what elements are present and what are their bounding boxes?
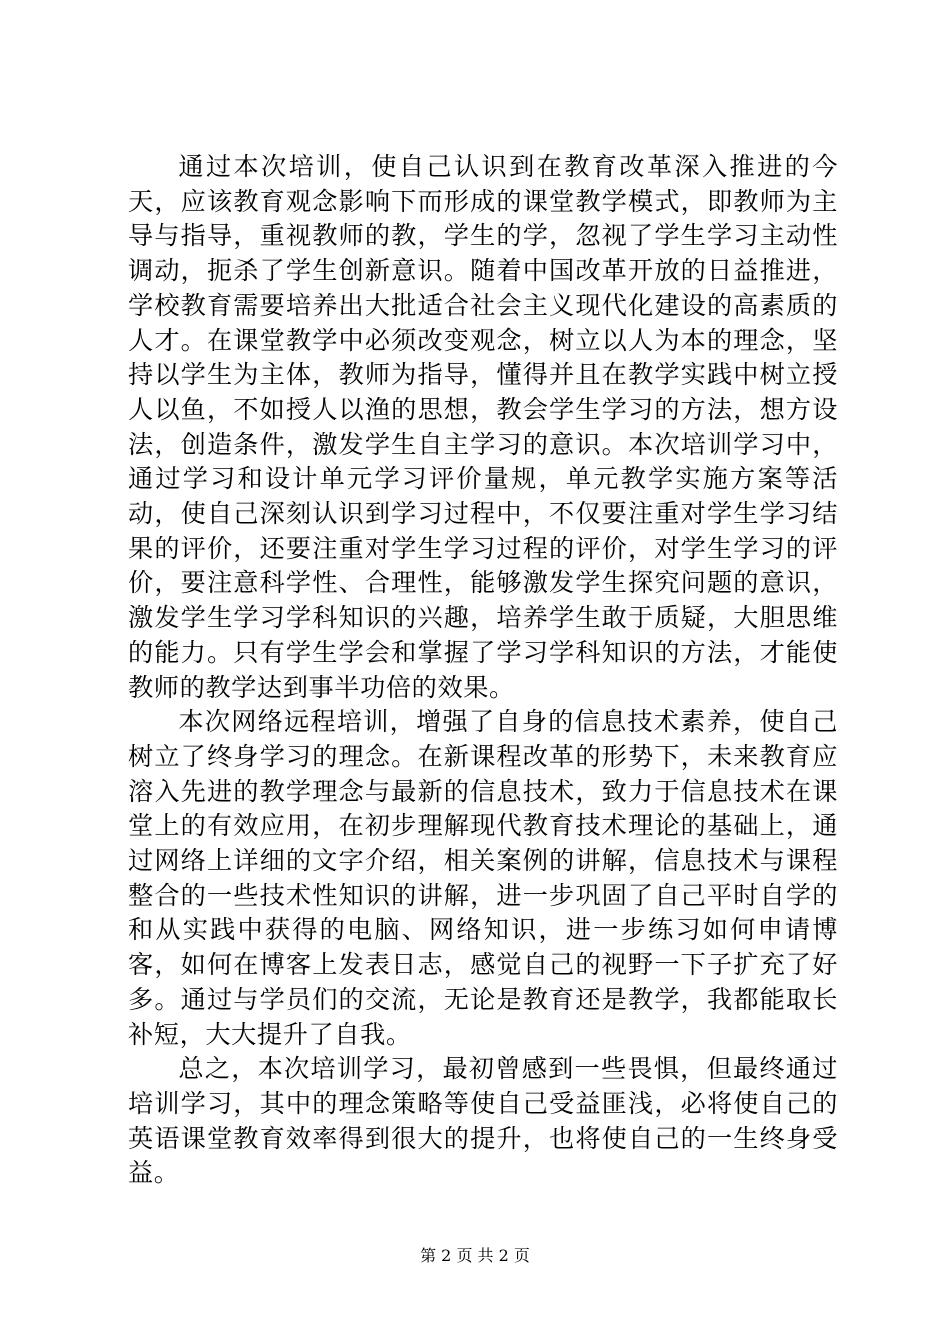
paragraph-2: 本次网络远程培训，增强了自身的信息技术素养，使自己树立了终身学习的理念。在新课程改革的形势下，未来教育应溶入先进的教学理念与最新的信息技术，致力于信息技术在课堂上的有效应用，在初步理解现代教育技术理论的基础上，通过网络上详细的文字介绍，相关案例的讲解，信息技术与课程整合的一些技术性知识的讲解，进一步巩固了自己平时自学的和从实践中获得的电脑、网络知识，进一步练习如何申请博客，如何在博客上发表日志，感觉自己的视野一下子扩充了好多。通过与学员们的交流，无论是教育还是教学，我都能取长补短，大大提升了自我。 (128, 707, 838, 1049)
paragraph-3: 总之，本次培训学习，最初曾感到一些畏惧，但最终通过培训学习，其中的理念策略等使自己受益匪浅，必将使自己的英语课堂教育效率得到很大的提升，也将使自己的一生终身受益。 (128, 1054, 838, 1188)
document-body (128, 150, 838, 1191)
paragraph-1: 通过本次培训，使自己认识到在教育改革深入推进的今天，应该教育观念影响下而形成的课堂教学模式，即教师为主导与指导，重视教师的教，学生的学，忽视了学生学习主动性调动，扼杀了学生创新意识。随着中国改革开放的日益推进，学校教育需要培养出大批适合社会主义现代化建设的高素质的人才。在课堂教学中必须改变观念，树立以人为本的理念，坚持以学生为主体，教师为指导，懂得并且在教学实践中树立授人以鱼，不如授人以渔的思想，教会学生学习的方法，想方设法，创造条件，激发学生自主学习的意识。本次培训学习中，通过学习和设计单元学习评价量规，单元教学实施方案等活动，使自己深刻认识到学习过程中，不仅要注重对学生学习结果的评价，还要注重对学生学习过程的评价，对学生学习的评价，要注意科学性、合理性，能够激发学生探究问题的意识，激发学生学习学科知识的兴趣，培养学生敢于质疑，大胆思维的能力。只有学生学会和掌握了学习学科知识的方法，才能使教师的教学达到事半功倍的效果。 (128, 152, 838, 702)
page-footer: 第 2 页 共 2 页 (420, 1246, 530, 1265)
